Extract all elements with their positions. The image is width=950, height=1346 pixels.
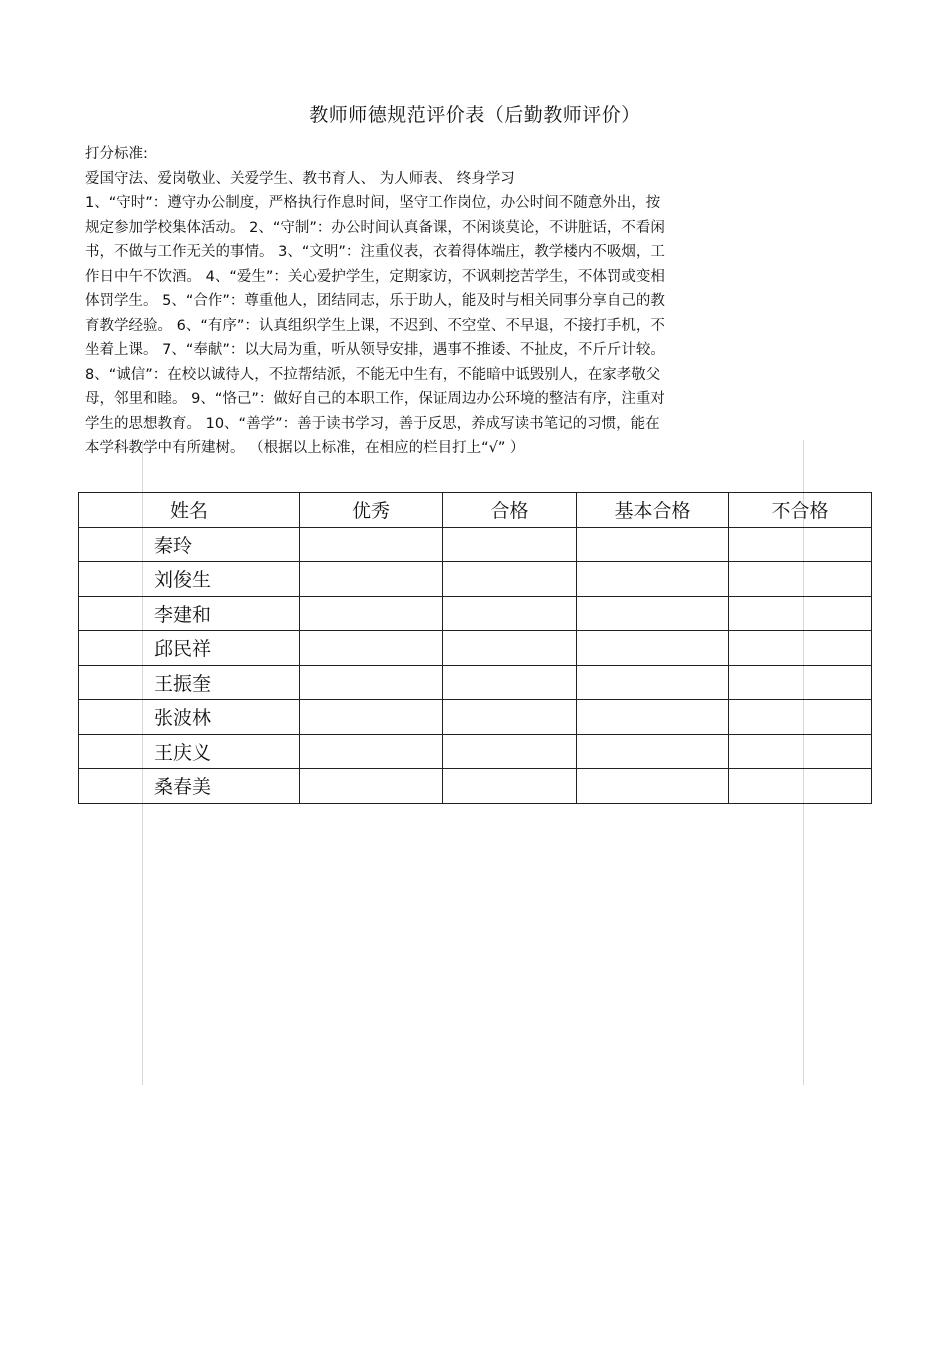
header-pass: 合格 (443, 493, 577, 528)
criteria-line: 爱国守法、爱岗敬业、关爱学生、教书育人、 为人师表、 终身学习 (85, 170, 515, 187)
criteria-heading: 打分标准: (85, 146, 148, 162)
criteria-line: 体罚学生。 5、“合作”：尊重他人，团结同志，乐于助人，能及时与相关同事分享自己的教 (85, 293, 665, 309)
table-header-row (79, 493, 872, 528)
criteria-line: 1、“守时”：遵守办公制度，严格执行作息时间，坚守工作岗位，办公时间不随意外出，按 (85, 195, 661, 211)
excellent-cell[interactable] (300, 769, 443, 804)
basic-pass-cell[interactable] (577, 734, 729, 769)
fail-cell[interactable] (729, 665, 872, 700)
pass-cell[interactable] (443, 734, 577, 769)
table-row (79, 769, 872, 804)
criteria-line: 学生的思想教育。 10、“善学”：善于读书学习，善于反思，养成写读书笔记的习惯，能在 (85, 415, 660, 432)
criteria-line: 作日中午不饮酒。 4、“爱生”：关心爱护学生，定期家访，不讽刺挖苦学生，不体罚或变相 (85, 268, 665, 285)
teacher-name-cell: 邱民祥 (79, 631, 300, 666)
evaluation-table (78, 492, 872, 804)
excellent-cell[interactable] (300, 734, 443, 769)
table-body (79, 527, 872, 803)
excellent-cell[interactable] (300, 700, 443, 735)
excellent-cell[interactable] (300, 596, 443, 631)
document-title: 教师师德规范评价表（后勤教师评价） (309, 104, 641, 126)
teacher-name-cell: 秦玲 (79, 527, 300, 562)
table-row (79, 734, 872, 769)
excellent-cell[interactable] (300, 562, 443, 597)
basic-pass-cell[interactable] (577, 596, 729, 631)
basic-pass-cell[interactable] (577, 527, 729, 562)
header-basic-pass: 基本合格 (577, 493, 729, 528)
excellent-cell[interactable] (300, 665, 443, 700)
table-row (79, 527, 872, 562)
scoring-criteria (85, 142, 845, 461)
criteria-line: 本学科教学中有所建树。 （根据以上标准，在相应的栏目打上“√” ） (85, 440, 525, 456)
basic-pass-cell[interactable] (577, 665, 729, 700)
pass-cell[interactable] (443, 631, 577, 666)
header-name: 姓名 (79, 493, 300, 528)
table-row (79, 665, 872, 700)
basic-pass-cell[interactable] (577, 562, 729, 597)
pass-cell[interactable] (443, 562, 577, 597)
criteria-line: 育教学经验。 6、“有序”：认真组织学生上课，不迟到、不空堂、不早退，不接打手机，不 (85, 317, 665, 334)
teacher-name-cell: 刘俊生 (79, 562, 300, 597)
teacher-name-cell: 桑春美 (79, 769, 300, 804)
fail-cell[interactable] (729, 700, 872, 735)
pass-cell[interactable] (443, 665, 577, 700)
fail-cell[interactable] (729, 527, 872, 562)
criteria-lines (85, 167, 845, 461)
fail-cell[interactable] (729, 769, 872, 804)
basic-pass-cell[interactable] (577, 700, 729, 735)
fail-cell[interactable] (729, 734, 872, 769)
criteria-line: 母，邻里和睦。 9、“恪己”：做好自己的本职工作，保证周边办公环境的整洁有序，注重对 (85, 391, 665, 407)
basic-pass-cell[interactable] (577, 631, 729, 666)
teacher-name-cell: 张波林 (79, 700, 300, 735)
fail-cell[interactable] (729, 596, 872, 631)
header-excellent: 优秀 (300, 493, 443, 528)
pass-cell[interactable] (443, 527, 577, 562)
criteria-line: 8、“诚信”：在校以诚待人，不拉帮结派，不能无中生有，不能暗中诋毁别人，在家孝敬父 (85, 366, 661, 383)
table-row (79, 700, 872, 735)
table-row (79, 596, 872, 631)
criteria-line: 坐着上课。 7、“奉献”：以大局为重，听从领导安排，遇事不推诿、不扯皮，不斤斤计较。 (85, 342, 665, 358)
teacher-name-cell: 王振奎 (79, 665, 300, 700)
header-fail: 不合格 (729, 493, 872, 528)
fail-cell[interactable] (729, 562, 872, 597)
criteria-line: 书，不做与工作无关的事情。 3、“文明”：注重仪表，衣着得体端庄，教学楼内不吸烟，工 (85, 244, 665, 260)
excellent-cell[interactable] (300, 527, 443, 562)
fail-cell[interactable] (729, 631, 872, 666)
table-row (79, 562, 872, 597)
teacher-name-cell: 李建和 (79, 596, 300, 631)
criteria-line: 规定参加学校集体活动。 2、“守制”：办公时间认真备课，不闲谈莫论，不讲脏话，不看闲 (85, 219, 665, 236)
pass-cell[interactable] (443, 596, 577, 631)
teacher-name-cell: 王庆义 (79, 734, 300, 769)
table-row (79, 631, 872, 666)
pass-cell[interactable] (443, 700, 577, 735)
basic-pass-cell[interactable] (577, 769, 729, 804)
pass-cell[interactable] (443, 769, 577, 804)
excellent-cell[interactable] (300, 631, 443, 666)
